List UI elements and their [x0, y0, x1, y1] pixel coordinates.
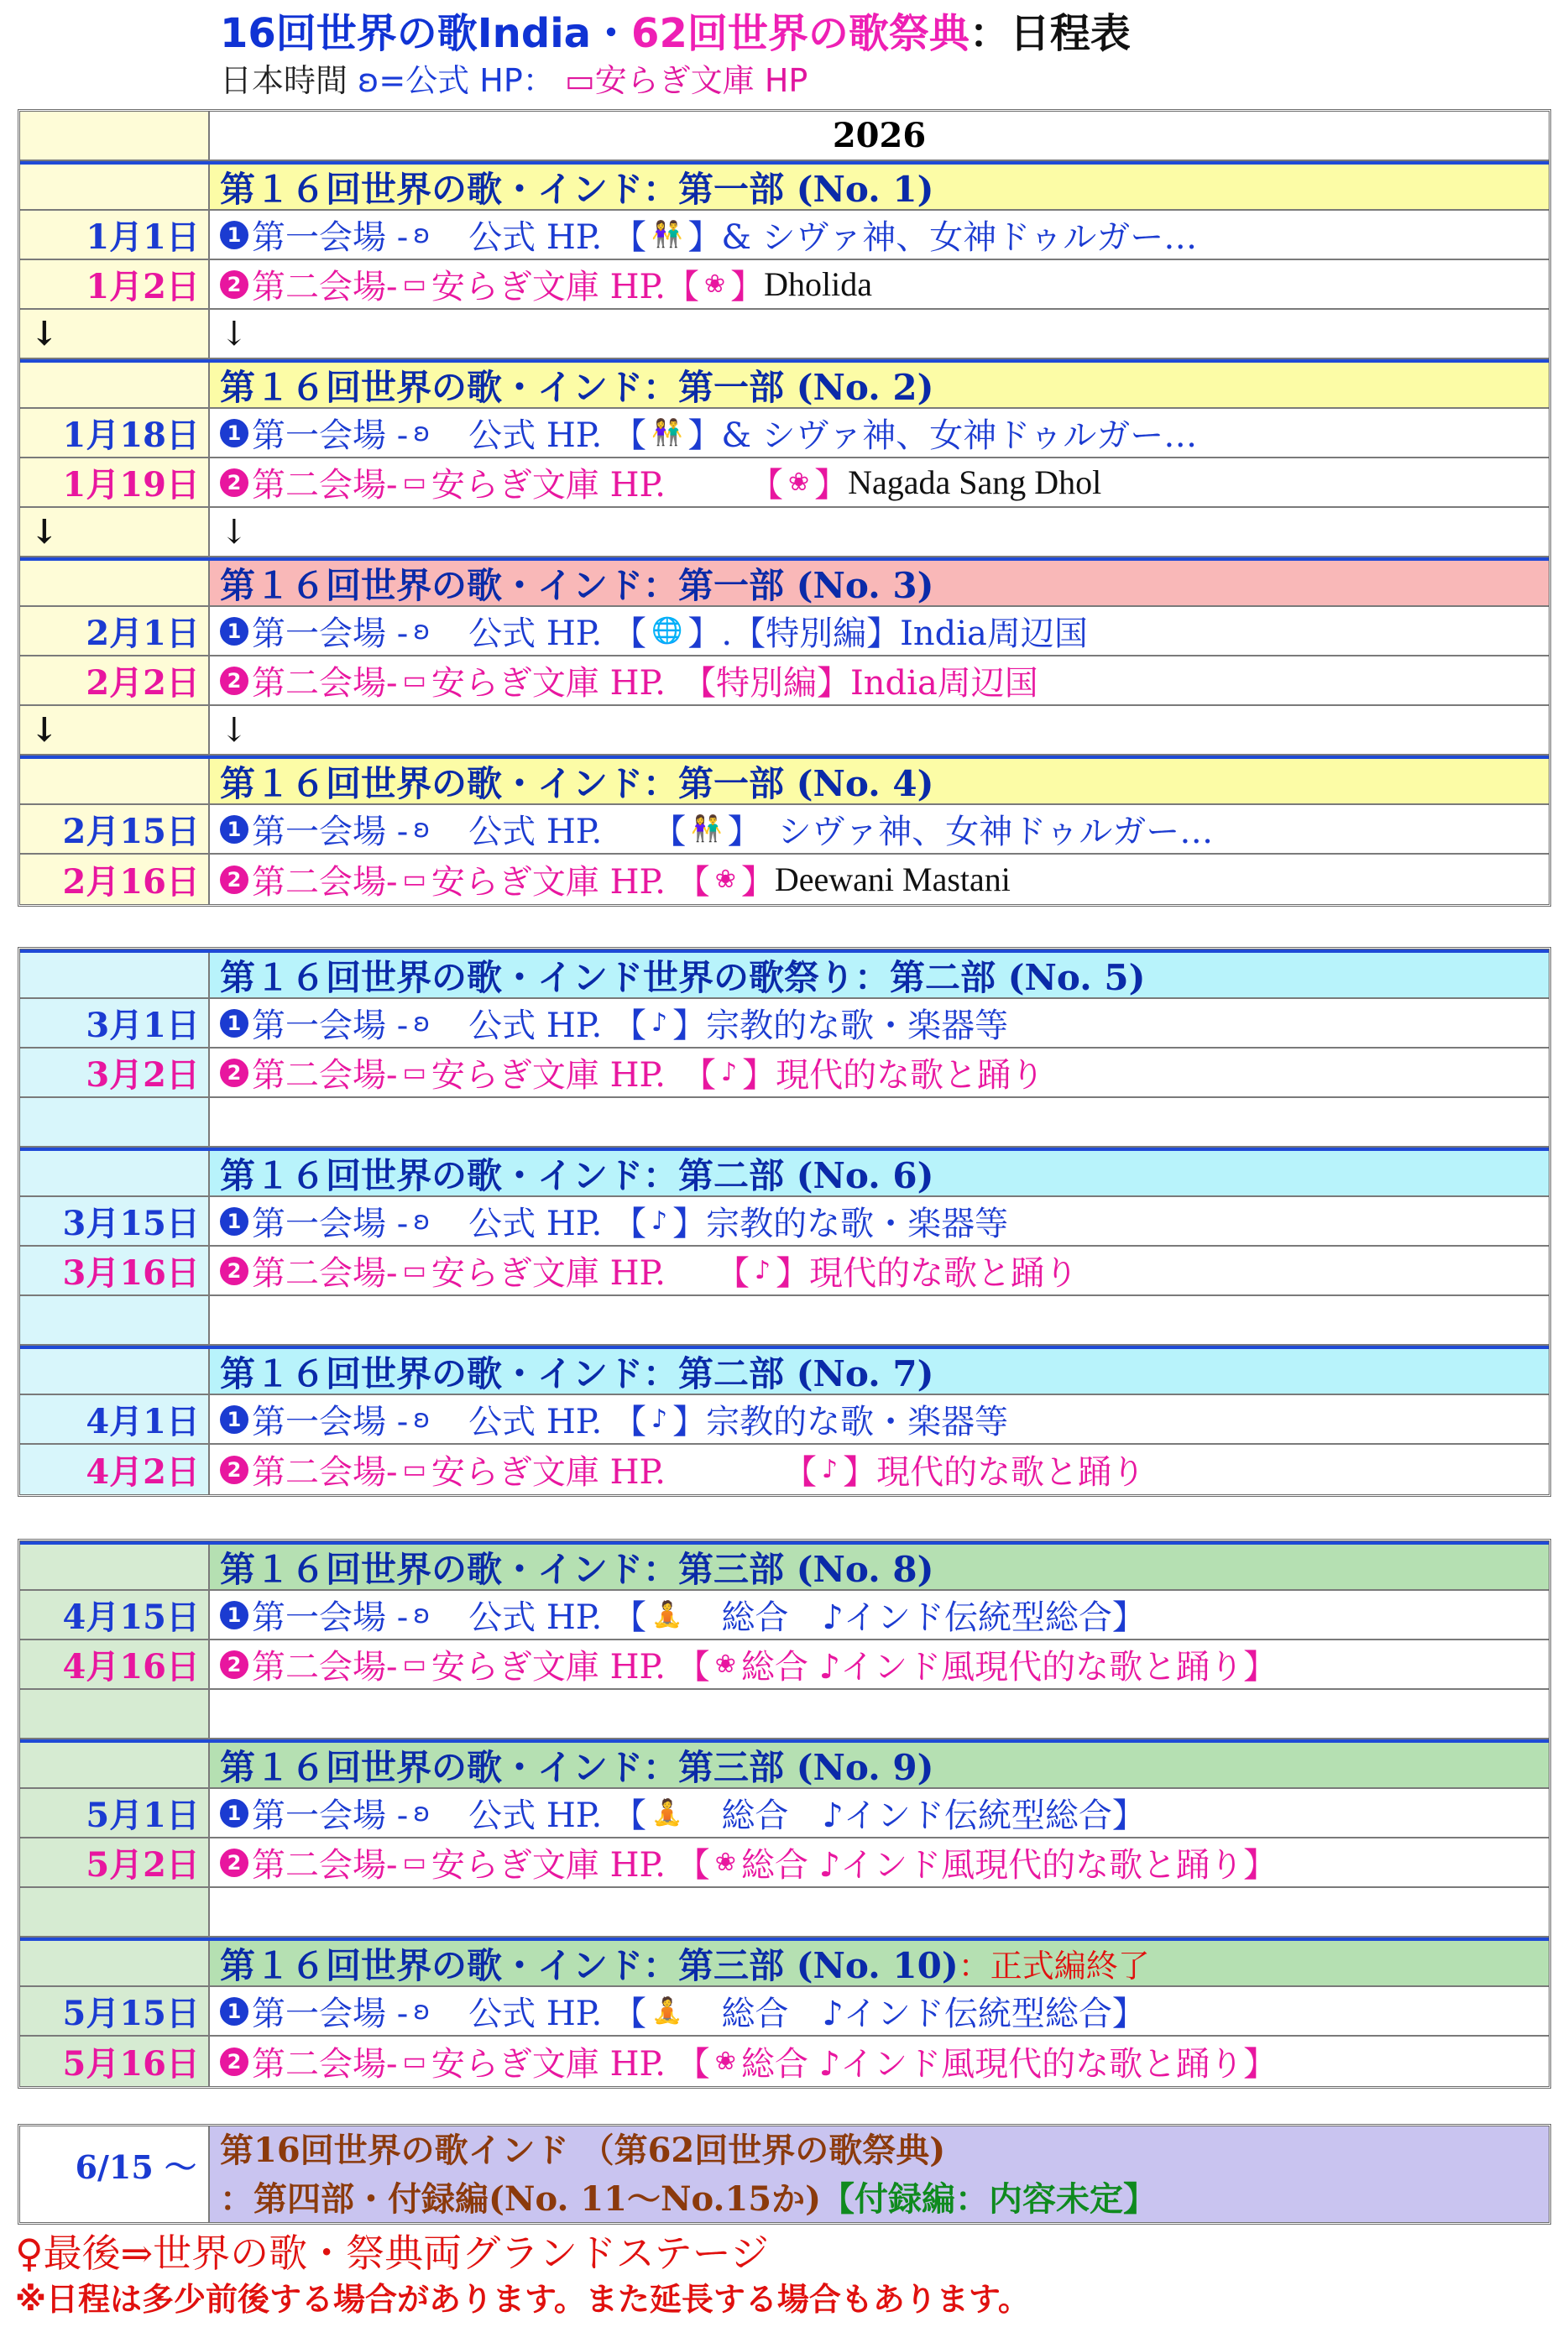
detail-text: 総合 ♪インド風現代的な歌と踊り】 — [740, 1846, 1278, 1885]
appendix-date: 6/15 〜 — [20, 2126, 210, 2222]
appendix-line2a: ：第四部・付録編(No. 11〜No.15か) — [220, 2179, 822, 2219]
appendix-line2b: 【付録編：内容未定】 — [821, 2179, 1158, 2219]
schedule-detail — [210, 607, 1549, 655]
schedule-date: 4月15日 — [20, 1591, 210, 1639]
footer-grand-stage: ♀最後⇒世界の歌・祭典両グランドステージ — [15, 2231, 769, 2276]
detail-text: 総合 ♪インド伝統型総合】 — [687, 1995, 1146, 2033]
genre-icon: 🌐 — [651, 616, 683, 646]
section-header-row — [20, 557, 1549, 607]
schedule-section-part1 — [18, 109, 1551, 907]
venue-name: 第二会場- — [252, 1056, 398, 1095]
blank-left-cell — [20, 1098, 210, 1146]
schedule-row — [20, 1987, 1549, 2037]
official-hp-link[interactable]: 公式 HP. 【 — [435, 615, 646, 653]
book-icon: ▭ — [402, 1256, 426, 1285]
book-icon: ▭ — [564, 62, 595, 99]
book-icon: ▭ — [402, 1848, 426, 1877]
section-header-row — [20, 1541, 1549, 1591]
venue-number-badge: 1 — [220, 1601, 248, 1629]
official-hp-icon: ʚ — [413, 1008, 431, 1038]
detail-text: 総合 ♪インド伝統型総合】 — [687, 1796, 1146, 1835]
header-date-cell — [20, 165, 210, 209]
down-arrow-icon: ↓ — [220, 710, 248, 750]
blank-right-cell — [210, 1888, 1549, 1936]
venue-name: 第一会場 - — [252, 1995, 409, 2033]
venue-name: 第二会場- — [252, 664, 398, 703]
genre-icon: 🧘 — [651, 1996, 683, 2026]
down-arrow-icon: ↓ — [30, 314, 59, 353]
official-hp-link[interactable]: 公式 HP. 【 — [435, 813, 687, 851]
genre-icon: 🧘 — [651, 1600, 683, 1629]
section-header-text: 第１６回世界の歌・インド：第二部 (No. 7) — [220, 1352, 934, 1394]
venue-number-badge: 2 — [220, 468, 248, 497]
song-title: Dholida — [764, 265, 873, 303]
yasuragi-hp-link[interactable]: 安らぎ文庫 HP.【 — [431, 268, 699, 306]
schedule-row — [20, 1049, 1549, 1098]
schedule-row — [20, 260, 1549, 310]
venue-number-badge: 1 — [220, 221, 248, 249]
section-header — [210, 1545, 1549, 1589]
header-date-cell — [20, 1743, 210, 1787]
yasuragi-hp-link[interactable]: 安らぎ文庫 HP. 【 — [431, 1056, 716, 1095]
detail-text: 】宗教的な歌・楽器等 — [672, 1007, 1009, 1045]
appendix-line2 — [220, 2175, 1549, 2224]
schedule-row — [20, 1247, 1549, 1296]
blank-row — [20, 1296, 1549, 1346]
schedule-detail — [210, 2037, 1549, 2086]
blank-right-cell — [210, 1296, 1549, 1344]
header-date-cell — [20, 363, 210, 407]
appendix-content — [210, 2126, 1549, 2222]
section-header — [210, 953, 1549, 997]
book-icon: ▭ — [402, 2047, 426, 2076]
schedule-detail — [210, 855, 1549, 904]
schedule-date: 4月2日 — [20, 1445, 210, 1494]
arrow-right-cell — [210, 310, 1549, 358]
schedule-row — [20, 855, 1549, 904]
schedule-date: 5月1日 — [20, 1789, 210, 1837]
schedule-detail — [210, 1395, 1549, 1443]
genre-icon: ♪ — [651, 1206, 668, 1236]
blank-right-cell — [210, 1098, 1549, 1146]
schedule-date: 4月1日 — [20, 1395, 210, 1443]
header-date-cell — [20, 1545, 210, 1589]
blank-left-cell — [20, 1690, 210, 1738]
section-header-text: 第１６回世界の歌・インド：第三部 (No. 8) — [220, 1548, 934, 1589]
schedule-date: 5月16日 — [20, 2037, 210, 2086]
genre-icon: ❀ — [714, 2047, 736, 2076]
arrow-left-cell — [20, 508, 210, 556]
official-hp-link[interactable]: 公式 HP. 【 — [435, 218, 646, 257]
venue-name: 第二会場- — [252, 1254, 398, 1293]
section-header — [210, 561, 1549, 605]
arrow-right-cell — [210, 706, 1549, 754]
schedule-detail — [210, 1789, 1549, 1837]
genre-icon: ❀ — [704, 269, 726, 299]
arrow-right-cell — [210, 508, 1549, 556]
blank-row — [20, 1888, 1549, 1938]
venue-number-badge: 2 — [220, 270, 248, 299]
yasuragi-hp-link[interactable]: 安らぎ文庫 HP. 【 — [431, 1254, 750, 1293]
footer-note: ※日程は多少前後する場合があります。また延長する場合もあります。 — [15, 2281, 1030, 2318]
title-part3: ：日程表 — [969, 10, 1131, 57]
section-header-text: 第１６回世界の歌・インド：第一部 (No. 2) — [220, 366, 934, 407]
genre-icon: ❀ — [714, 1848, 736, 1877]
header-date-cell — [20, 1151, 210, 1195]
venue-number-badge: 2 — [220, 866, 248, 894]
venue-number-badge: 2 — [220, 667, 248, 695]
schedule-detail — [210, 1987, 1549, 2035]
yasuragi-hp-link[interactable]: 安らぎ文庫 HP. 【 — [431, 466, 783, 505]
book-icon: ▭ — [402, 666, 426, 695]
venue-name: 第一会場 - — [252, 615, 409, 653]
schedule-detail — [210, 409, 1549, 457]
schedule-date: 3月16日 — [20, 1247, 210, 1294]
official-hp-icon: ʚ — [413, 616, 431, 646]
down-arrow-icon: ↓ — [30, 512, 59, 552]
schedule-date: 3月15日 — [20, 1197, 210, 1245]
header-date-cell — [20, 561, 210, 605]
schedule-date: 5月15日 — [20, 1987, 210, 2035]
section-header-text: 第１６回世界の歌・インド：第三部 (No. 9) — [220, 1746, 934, 1787]
section-header-row — [20, 161, 1549, 211]
title-part1: 16回世界の歌India・ — [220, 10, 632, 57]
venue-name: 第一会場 - — [252, 1205, 409, 1243]
official-hp-link[interactable]: 公式 HP. 【 — [435, 416, 646, 455]
official-hp-icon: ʚ — [413, 1600, 431, 1629]
schedule-date: 1月2日 — [20, 260, 210, 308]
blank-right-cell — [210, 1690, 1549, 1738]
official-hp-icon: ʚ — [413, 1798, 431, 1828]
genre-icon: ❀ — [714, 1650, 736, 1679]
section-header-text: 第１６回世界の歌・インド：第二部 (No. 6) — [220, 1154, 934, 1195]
subtitle-yasuragi: 安らぎ文庫 HP — [594, 62, 808, 99]
yasuragi-hp-link[interactable]: 安らぎ文庫 HP. 【 — [431, 1453, 817, 1492]
arrow-left-cell — [20, 706, 210, 754]
schedule-detail — [210, 260, 1549, 308]
official-hp-link[interactable]: 公式 HP. 【 — [435, 1598, 646, 1637]
arrow-row — [20, 310, 1549, 359]
schedule-row — [20, 656, 1549, 706]
section-header-text: 第１６回世界の歌・インド：第三部 (No. 10) — [220, 1944, 959, 1985]
genre-icon: ♪ — [822, 1455, 839, 1484]
section-header-text: 第１６回世界の歌・インド：第一部 (No. 4) — [220, 762, 934, 803]
venue-number-badge: 1 — [220, 1405, 248, 1434]
schedule-row — [20, 1197, 1549, 1247]
blank-left-cell — [20, 1296, 210, 1344]
official-hp-icon: ʚ — [413, 418, 431, 447]
venue-number-badge: 2 — [220, 2048, 248, 2076]
genre-icon: ♪ — [651, 1008, 668, 1038]
schedule-detail — [210, 999, 1549, 1047]
yasuragi-hp-link[interactable]: 安らぎ文庫 HP. 【 — [431, 2045, 710, 2084]
schedule-row — [20, 2037, 1549, 2086]
schedule-row — [20, 409, 1549, 458]
venue-name: 第一会場 - — [252, 1403, 409, 1441]
official-hp-link[interactable]: 公式 HP. 【 — [435, 1403, 646, 1441]
book-icon: ▭ — [402, 865, 426, 894]
detail-text: 】現代的な歌と踊り — [742, 1056, 1045, 1095]
detail-text: 】現代的な歌と踊り — [843, 1453, 1146, 1492]
schedule-detail — [210, 1445, 1549, 1494]
detail-text: 総合 ♪インド風現代的な歌と踊り】 — [740, 1648, 1278, 1687]
venue-number-badge: 1 — [220, 617, 248, 646]
section-header — [210, 1743, 1549, 1787]
official-hp-link[interactable]: 公式 HP. 【 — [435, 1205, 646, 1243]
yasuragi-hp-link[interactable]: 安らぎ文庫 HP. 【 — [431, 1846, 710, 1885]
schedule-section-part2 — [18, 947, 1551, 1497]
section-header — [210, 363, 1549, 407]
venue-name: 第一会場 - — [252, 1007, 409, 1045]
genre-icon: 👫 — [651, 220, 683, 249]
schedule-date: 2月2日 — [20, 656, 210, 704]
detail-text: 】 — [740, 863, 775, 902]
venue-name: 第一会場 - — [252, 218, 409, 257]
header-date-cell — [20, 759, 210, 803]
schedule-row — [20, 1640, 1549, 1690]
section-header-text: 第１６回世界の歌・インド：第一部 (No. 1) — [220, 168, 934, 209]
section-header-text: 第１６回世界の歌・インド：第一部 (No. 3) — [220, 564, 934, 605]
detail-text: 】宗教的な歌・楽器等 — [672, 1403, 1009, 1441]
venue-name: 第一会場 - — [252, 416, 409, 455]
venue-name: 第二会場- — [252, 2045, 398, 2084]
schedule-row — [20, 999, 1549, 1049]
section-header-row — [20, 756, 1549, 805]
header-date-cell — [20, 1941, 210, 1985]
venue-number-badge: 1 — [220, 1207, 248, 1236]
official-hp-link[interactable]: 公式 HP. 【 — [435, 1007, 646, 1045]
detail-text: 】 — [814, 466, 849, 505]
schedule-detail — [210, 1247, 1549, 1294]
venue-name: 第一会場 - — [252, 1598, 409, 1637]
genre-icon: ♪ — [721, 1058, 738, 1087]
schedule-row — [20, 211, 1549, 260]
venue-number-badge: 2 — [220, 1456, 248, 1484]
schedule-row — [20, 458, 1549, 508]
yasuragi-hp-link[interactable]: 安らぎ文庫 HP. 【特別編】India周辺国 — [431, 664, 1038, 703]
official-hp-link[interactable]: 公式 HP. 【 — [435, 1796, 646, 1835]
official-hp-icon: ʚ — [413, 1404, 431, 1434]
venue-name: 第一会場 - — [252, 813, 409, 851]
schedule-detail — [210, 805, 1549, 853]
year-label: 2026 — [832, 116, 927, 155]
section-header — [210, 1349, 1549, 1394]
detail-text: 】& シヴァ神、女神ドゥルガー… — [687, 218, 1198, 257]
venue-number-badge: 1 — [220, 419, 248, 447]
venue-name: 第二会場- — [252, 1453, 398, 1492]
section-header-row — [20, 1938, 1549, 1987]
venue-number-badge: 2 — [220, 1257, 248, 1285]
schedule-date: 5月2日 — [20, 1838, 210, 1886]
blank-row — [20, 1098, 1549, 1148]
schedule-date: 2月15日 — [20, 805, 210, 853]
section-header-row — [20, 359, 1549, 409]
schedule-row — [20, 1591, 1549, 1640]
schedule-detail — [210, 1197, 1549, 1245]
year-row — [20, 112, 1549, 161]
schedule-row — [20, 1789, 1549, 1838]
venue-number-badge: 1 — [220, 1799, 248, 1828]
appendix-line1: 第16回世界の歌インド （第62回世界の歌祭典) — [220, 2131, 946, 2170]
down-arrow-icon: ↓ — [30, 710, 59, 750]
schedule-date: 4月16日 — [20, 1640, 210, 1688]
schedule-row — [20, 1838, 1549, 1888]
schedule-detail — [210, 458, 1549, 506]
schedule-detail — [210, 656, 1549, 704]
down-arrow-icon: ↓ — [220, 314, 248, 353]
venue-number-badge: 1 — [220, 815, 248, 844]
detail-text: 】& シヴァ神、女神ドゥルガー… — [687, 416, 1198, 455]
detail-text: 】.【特別編】India周辺国 — [687, 615, 1088, 653]
section-header-note: ：正式編終了 — [958, 1948, 1150, 1985]
detail-text: 総合 ♪インド風現代的な歌と踊り】 — [740, 2045, 1278, 2084]
header-date-cell — [20, 1349, 210, 1394]
schedule-date: 1月1日 — [20, 211, 210, 259]
schedule-section-part3 — [18, 1539, 1551, 2089]
schedule-detail — [210, 1838, 1549, 1886]
schedule-date: 1月18日 — [20, 409, 210, 457]
arrow-row — [20, 508, 1549, 557]
schedule-detail — [210, 1591, 1549, 1639]
section-header — [210, 165, 1549, 209]
venue-name: 第二会場- — [252, 863, 398, 902]
year-row-left — [20, 112, 210, 160]
subtitle-time: 日本時間 — [220, 62, 358, 99]
appendix-section — [18, 2124, 1551, 2225]
detail-text: 】宗教的な歌・楽器等 — [672, 1205, 1009, 1243]
official-hp-icon: ʚ — [413, 814, 431, 844]
schedule-date: 2月16日 — [20, 855, 210, 904]
official-hp-icon: ʚ — [413, 1206, 431, 1236]
schedule-date: 2月1日 — [20, 607, 210, 655]
song-title: Nagada Sang Dhol — [848, 463, 1102, 501]
schedule-date: 3月1日 — [20, 999, 210, 1047]
book-icon: ▭ — [402, 269, 426, 299]
page-title — [220, 5, 1131, 62]
down-arrow-icon: ↓ — [220, 512, 248, 552]
official-hp-icon: ʚ — [413, 220, 431, 249]
book-icon: ▭ — [402, 468, 426, 497]
genre-icon: 👫 — [691, 814, 723, 844]
blank-row — [20, 1690, 1549, 1739]
detail-text: 】 — [730, 268, 765, 306]
genre-icon: ♪ — [755, 1256, 771, 1285]
book-icon: ▭ — [402, 1455, 426, 1484]
book-icon: ▭ — [402, 1650, 426, 1679]
genre-icon: ❀ — [714, 865, 736, 894]
genre-icon: ❀ — [788, 468, 810, 497]
venue-number-badge: 1 — [220, 1009, 248, 1038]
section-header-row — [20, 1739, 1549, 1789]
official-hp-icon: ʚ — [358, 62, 379, 99]
detail-text: 総合 ♪インド伝統型総合】 — [687, 1598, 1146, 1637]
venue-name: 第二会場- — [252, 466, 398, 505]
arrow-row — [20, 706, 1549, 756]
section-header — [210, 1941, 1549, 1985]
official-hp-icon: ʚ — [413, 1996, 431, 2026]
venue-number-badge: 1 — [220, 1997, 248, 2026]
yasuragi-hp-link[interactable]: 安らぎ文庫 HP. 【 — [431, 863, 710, 902]
schedule-row — [20, 607, 1549, 656]
section-header-row — [20, 1148, 1549, 1197]
section-header — [210, 759, 1549, 803]
yasuragi-hp-link[interactable]: 安らぎ文庫 HP. 【 — [431, 1648, 710, 1687]
venue-number-badge: 2 — [220, 1059, 248, 1087]
schedule-detail — [210, 211, 1549, 259]
subtitle-official: =公式 HP： — [379, 62, 555, 99]
schedule-date: 1月19日 — [20, 458, 210, 506]
song-title: Deewani Mastani — [774, 860, 1011, 898]
detail-text: 】現代的な歌と踊り — [776, 1254, 1079, 1293]
schedule-row — [20, 1395, 1549, 1445]
schedule-date: 3月2日 — [20, 1049, 210, 1096]
schedule-detail — [210, 1640, 1549, 1688]
official-hp-link[interactable]: 公式 HP. 【 — [435, 1995, 646, 2033]
venue-name: 第二会場- — [252, 268, 398, 306]
detail-text: 】 シヴァ神、女神ドゥルガー… — [727, 813, 1214, 851]
header-date-cell — [20, 953, 210, 997]
genre-icon: 🧘 — [651, 1798, 683, 1828]
subtitle — [220, 60, 808, 101]
venue-number-badge: 2 — [220, 1650, 248, 1679]
genre-icon: ♪ — [651, 1404, 668, 1434]
venue-name: 第二会場- — [252, 1648, 398, 1687]
section-header-row — [20, 1346, 1549, 1395]
schedule-row — [20, 1445, 1549, 1494]
section-header-row — [20, 949, 1549, 999]
section-header-text: 第１６回世界の歌・インド世界の歌祭り：第二部 (No. 5) — [220, 956, 1146, 997]
section-header — [210, 1151, 1549, 1195]
venue-name: 第一会場 - — [252, 1796, 409, 1835]
arrow-left-cell — [20, 310, 210, 358]
title-part2: 62回世界の歌祭典 — [631, 10, 970, 57]
schedule-detail — [210, 1049, 1549, 1096]
book-icon: ▭ — [402, 1058, 426, 1087]
schedule-row — [20, 805, 1549, 855]
genre-icon: 👫 — [651, 418, 683, 447]
blank-left-cell — [20, 1888, 210, 1936]
venue-number-badge: 2 — [220, 1849, 248, 1877]
venue-name: 第二会場- — [252, 1846, 398, 1885]
